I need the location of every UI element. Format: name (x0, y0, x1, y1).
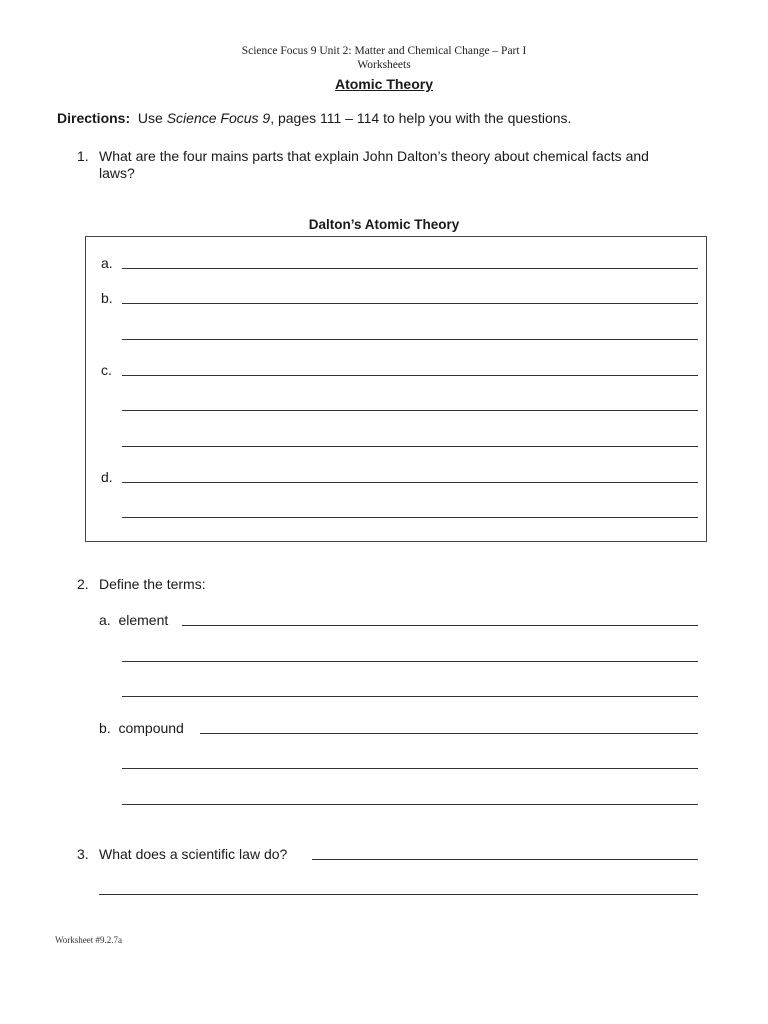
answer-line-d2[interactable] (122, 517, 698, 518)
q2-b-label: b. compound (99, 720, 184, 736)
answer-line-c3[interactable] (122, 446, 698, 447)
answer-line-law-1[interactable] (312, 859, 698, 860)
q1-text-line2: laws? (99, 165, 135, 181)
item-b-label: b. (101, 290, 113, 306)
worksheet-number: Worksheet #9.2.7a (55, 935, 123, 945)
dalton-theory-box (85, 236, 707, 542)
q2-a-label: a. element (99, 612, 169, 628)
q2-number: 2. (77, 576, 89, 592)
dalton-box-title: Dalton’s Atomic Theory (308, 217, 460, 232)
answer-line-b1[interactable] (122, 303, 698, 304)
item-c-label: c. (101, 362, 112, 378)
page-title: Atomic Theory (334, 76, 433, 92)
q1-text-line1: What are the four mains parts that explain John Dalton’s theory about chemical facts and (99, 148, 649, 164)
answer-line-d1[interactable] (122, 482, 698, 483)
item-a-label: a. (101, 255, 113, 271)
header-course: Science Focus 9 Unit 2: Matter and Chemical Change – Part I (241, 45, 527, 57)
answer-line-compound-1[interactable] (200, 733, 698, 734)
answer-line-a1[interactable] (122, 268, 698, 269)
directions-label: Directions: (57, 110, 131, 126)
item-d-label: d. (101, 469, 113, 485)
q3-text: What does a scientific law do? (99, 846, 288, 862)
answer-line-element-1[interactable] (182, 625, 698, 626)
answer-line-c1[interactable] (122, 375, 698, 376)
answer-line-element-2[interactable] (122, 661, 698, 662)
directions-book: Science Focus 9 (166, 110, 271, 126)
answer-line-element-3[interactable] (122, 696, 698, 697)
q1-number: 1. (77, 148, 89, 164)
answer-line-compound-2[interactable] (122, 768, 698, 769)
answer-line-b2[interactable] (122, 339, 698, 340)
directions (57, 110, 571, 126)
answer-line-law-2[interactable] (99, 894, 698, 895)
directions-post: , pages 111 – 114 to help you with the questions. (270, 110, 572, 126)
q3-number: 3. (77, 846, 89, 862)
answer-line-c2[interactable] (122, 410, 698, 411)
header-subtitle: Worksheets (357, 59, 411, 71)
answer-line-compound-3[interactable] (122, 804, 698, 805)
directions-pre: Use (137, 110, 167, 126)
q2-text: Define the terms: (99, 576, 206, 592)
